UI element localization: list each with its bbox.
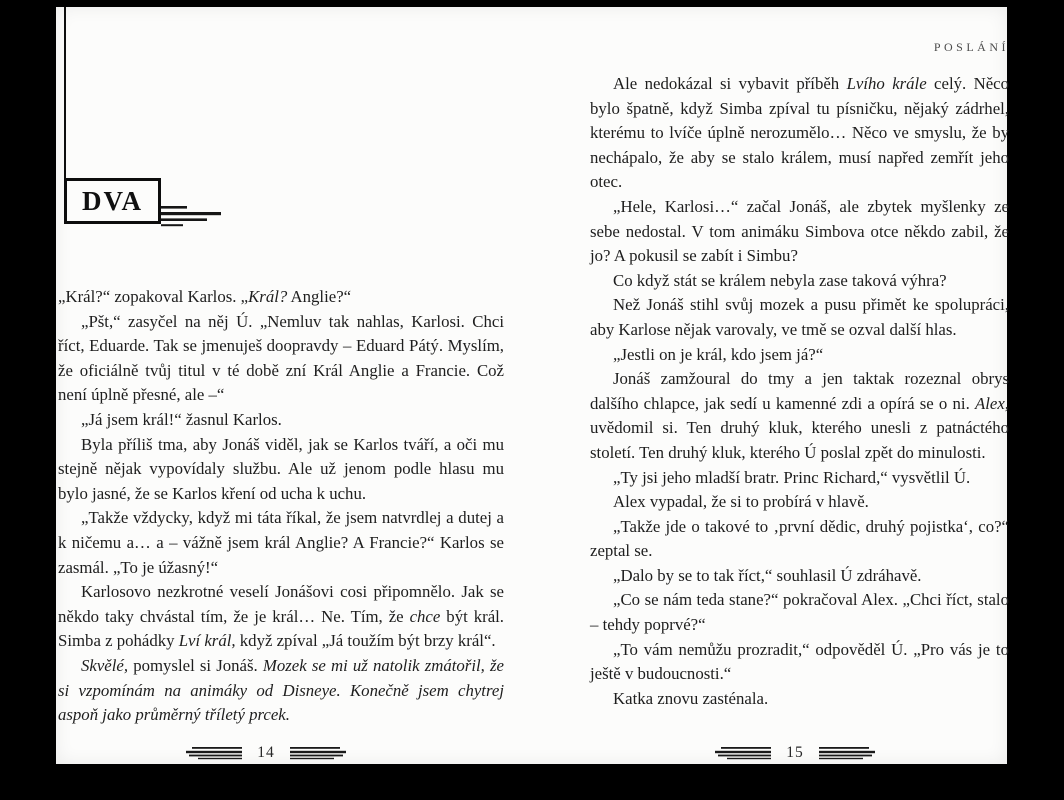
text-run: „Ty jsi jeho mladší bratr. Princ Richard,“ vysvětlil Ú. <box>613 467 971 487</box>
paragraph <box>590 72 1009 195</box>
text-run: „Takže jde o takové to ‚první dědic, druhý pojistka‘, co?“ zeptal se. <box>590 516 1009 561</box>
paragraph <box>590 195 1009 269</box>
text-run: „Král?“ zopakoval Karlos. „ <box>58 287 249 306</box>
chapter-vertical-rule <box>64 7 66 178</box>
running-head: POSLÁNÍ <box>933 40 1009 54</box>
paragraph <box>58 408 504 433</box>
text-run: Jonáš zamžoural do tmy a jen taktak rozeznal obrys dalšího chlapce, jak sedí u kamenné zdi a opírá se o ni. <box>590 369 1009 413</box>
paragraph <box>590 564 1009 589</box>
paragraph <box>58 580 504 654</box>
text-run: Anglie?“ <box>287 287 352 306</box>
text-run: celý. Něco bylo špatně, když Simba zpíval tu písničku, nějaký zádrhel, kterému to lvíče úplně nerozumělo… Něco ve smyslu, že by nechápalo, že aby se stalo králem, musí napřed zemřít jeho otec. <box>590 74 1009 192</box>
text-run: být král. Simba z pohádky <box>58 606 504 651</box>
page-number-right: 15 <box>786 744 804 761</box>
paragraph <box>58 654 504 728</box>
right-page-text <box>590 72 1009 711</box>
text-run: „To vám nemůžu prozradit,“ odpověděl Ú. „Pro vás je to ještě v budoucnosti.“ <box>590 639 1009 684</box>
text-run: uvědomil si. Ten druhý kluk, kterého unesli z patnáctého století. Ten druhý kluk, kterého Ú poslal zpět do minulosti. <box>590 418 1009 462</box>
text-run: „Dalo by se to tak říct,“ souhlasil Ú zdráhavě. <box>613 565 922 585</box>
text-run: „Jestli on je král, kdo jsem já?“ <box>613 344 824 364</box>
paragraph <box>58 506 504 580</box>
book-spread <box>56 7 1007 764</box>
paragraph <box>590 490 1009 515</box>
paragraph <box>590 638 1009 687</box>
paragraph <box>590 343 1009 368</box>
text-run: Byla příliš tma, aby Jonáš viděl, jak se Karlos tváří, a oči mu stejně nějak vypovídaly službu. Ale už jenom podle hlasu mu bylo jasné, že se Karlos kření od ucha k uchu. <box>58 434 504 503</box>
text-run: „Takže vždycky, když mi táta říkal, že jsem natvrdlej a dutej a k ničemu a… a – vážně jsem král Anglie? A Francie?“ Karlos se zasmál. „To je úžasný!“ <box>58 508 504 577</box>
paragraph <box>590 367 1009 465</box>
italic-text-run: Lví král, <box>178 631 236 651</box>
text-run: Než Jonáš stihl svůj mozek a pusu přimět ke spolupráci, aby Karlose nějak varovaly, ve tmě se ozval další hlas. <box>590 295 1009 339</box>
paragraph <box>590 293 1009 342</box>
paragraph <box>590 515 1009 564</box>
italic-text-run: Mozek se mi už natolik zmátořil, že si vzpomínám na animáky od Disneye. Konečně jsem chytrej aspoň jako průměrný tříletý prcek. <box>58 655 504 725</box>
text-run: Katka znovu zasténala. <box>613 688 769 708</box>
italic-text-run: Alex, <box>974 393 1009 413</box>
paragraph <box>58 310 504 408</box>
page-number-ornament-left <box>186 747 242 760</box>
page-number-ornament-right <box>819 747 875 760</box>
page-number-ornament-left <box>715 747 771 760</box>
chapter-title: DVA <box>81 185 143 216</box>
paragraph <box>590 466 1009 491</box>
left-page-text <box>58 285 504 728</box>
text-run: „Co se nám teda stane?“ pokračoval Alex. „Chci říct, stalo – tehdy poprvé?“ <box>590 590 1009 635</box>
text-run: „Pšt,“ zasyčel na něj Ú. „Nemluv tak nahlas, Karlosi. Chci říct, Eduarde. Tak se jmenuješ doopravdy – Eduard Pátý. Myslím, že oficiálně tvůj titul v té době zní Král Anglie a Francie. Což není úplně přesné, ale –“ <box>58 311 504 405</box>
text-run: Co když stát se králem nebyla zase taková výhra? <box>613 270 947 290</box>
right-page-footer <box>590 744 1000 762</box>
italic-text-run: Skvělé, <box>81 655 129 675</box>
text-run: Karlosovo nezkrotné veselí Jonášovi cosi připomnělo. Jak se někdo taky chvástal tím, že je král… Ne. Tím, že <box>58 582 504 626</box>
left-page-footer <box>56 744 476 762</box>
text-run: pomyslel si Jonáš. <box>128 655 263 675</box>
italic-text-run: Lvího krále <box>846 74 927 93</box>
paragraph <box>590 687 1009 712</box>
paragraph <box>58 433 504 507</box>
text-run: „Já jsem král!“ žasnul Karlos. <box>81 409 282 429</box>
italic-text-run: Král? <box>248 287 288 306</box>
italic-text-run: chce <box>409 606 441 626</box>
chapter-heading-box <box>64 178 161 224</box>
text-run: „Hele, Karlosi…“ začal Jonáš, ale zbytek myšlenky ze sebe nedostal. V tom animáku Simbova otce někdo zabil, že jo? A pokusil se zabít i Simbu? <box>590 196 1009 266</box>
chapter-speed-lines-decoration <box>161 206 223 230</box>
page-number-ornament-right <box>290 747 346 760</box>
paragraph <box>58 285 504 310</box>
text-run: Alex vypadal, že si to probírá v hlavě. <box>613 492 869 512</box>
paragraph <box>590 588 1009 637</box>
text-run: když zpíval „Já toužím být brzy král“. <box>235 631 496 651</box>
page-number-left: 14 <box>257 744 275 761</box>
paragraph <box>590 269 1009 294</box>
text-run: Ale nedokázal si vybavit příběh <box>613 74 847 93</box>
